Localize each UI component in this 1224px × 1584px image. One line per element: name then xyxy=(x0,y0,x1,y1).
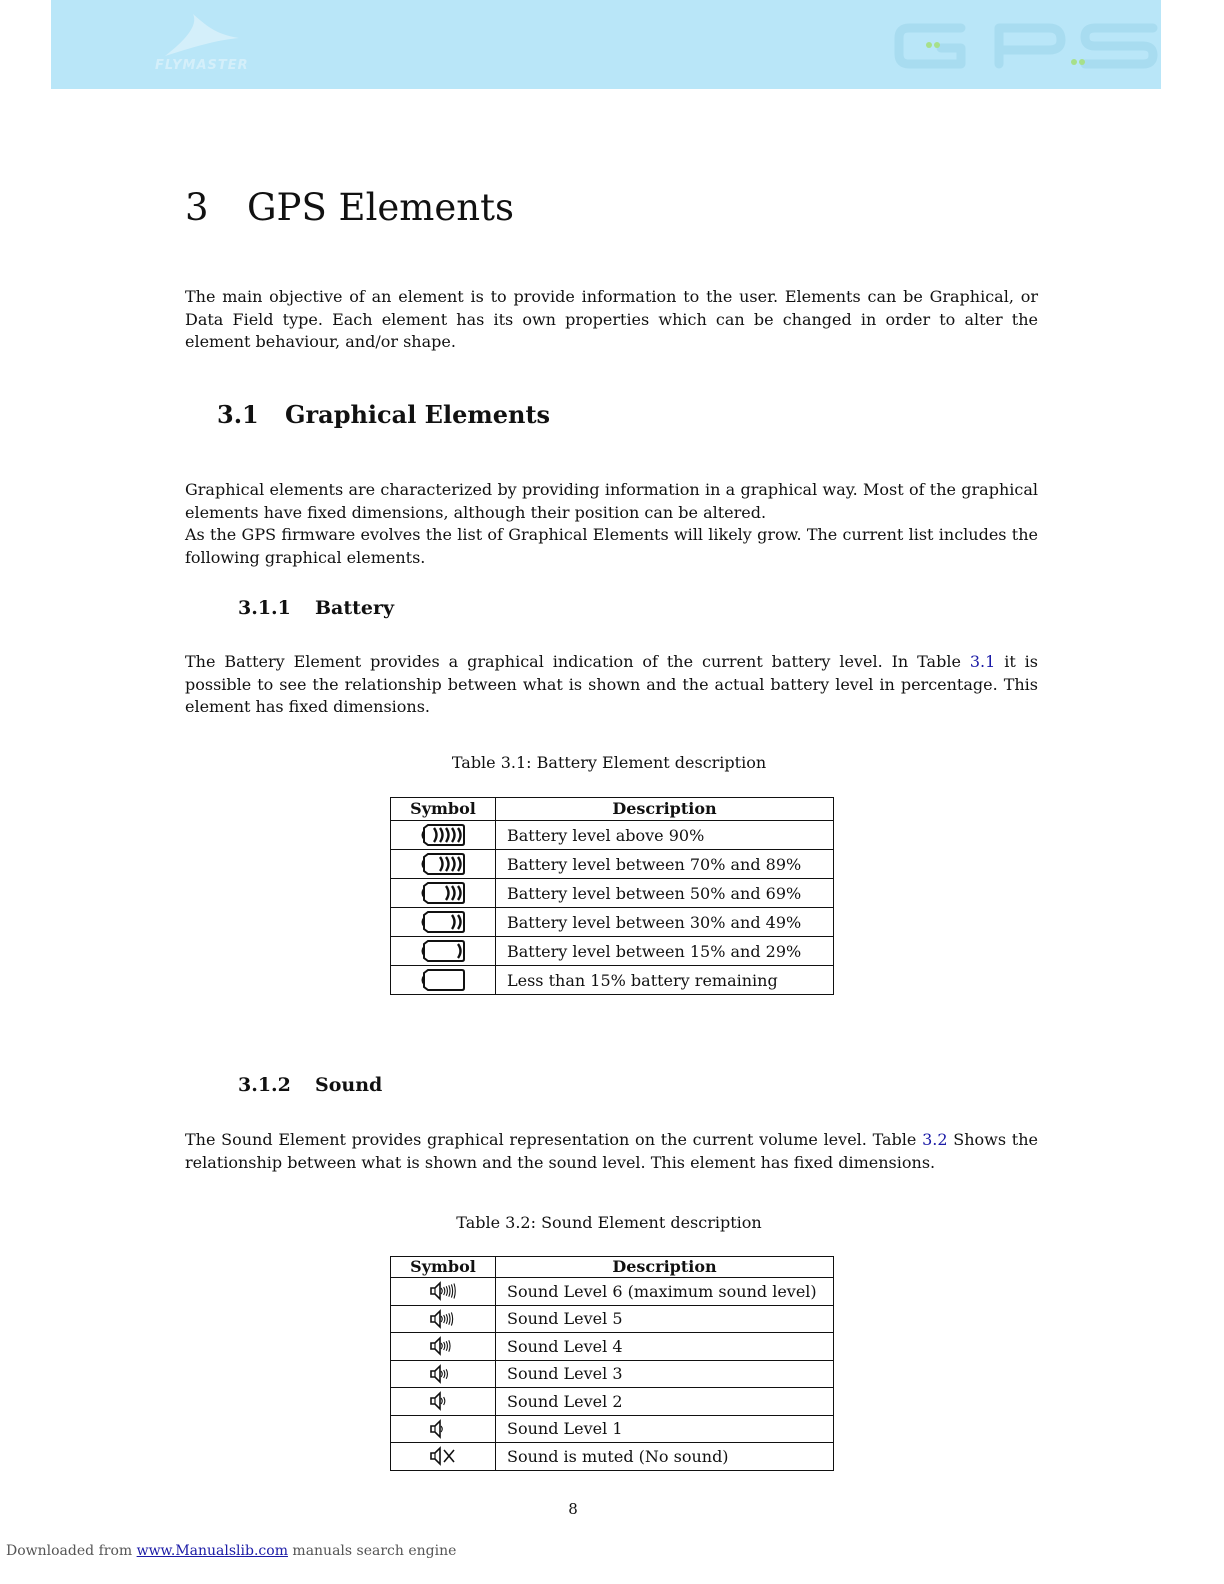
footer-prefix: Downloaded from xyxy=(6,1543,137,1559)
sound-table-row xyxy=(391,1443,834,1471)
sound-col-symbol: Symbol xyxy=(391,1257,496,1278)
sound-description-cell: Sound Level 2 xyxy=(496,1388,834,1416)
battery-description-cell: Less than 15% battery remaining xyxy=(496,966,834,995)
battery-paragraph-text: The Battery Element provides a graphical indication of the current battery level. In Table xyxy=(185,652,970,671)
battery-level-2-icon xyxy=(420,910,466,934)
intro-paragraph: The main objective of an element is to provide information to the user. Elements can be Graphical, or Data Field type. Each element has its own properties which can be changed in order to alter the element behaviour, and/or shape. xyxy=(185,287,1038,351)
sound-symbol-cell xyxy=(391,1388,496,1416)
sound-paragraph-text: The Sound Element provides graphical representation on the current volume level. Table xyxy=(185,1130,923,1149)
sound-table-row xyxy=(391,1333,834,1361)
sound-subsection-number: 3.1.2 xyxy=(238,1074,291,1096)
battery-level-4-icon xyxy=(420,852,466,876)
sound-table-row xyxy=(391,1415,834,1443)
section-number: 3.1 xyxy=(217,400,259,429)
gps-product-logo-icon xyxy=(841,18,1161,72)
battery-table xyxy=(390,797,834,995)
battery-symbol-cell xyxy=(391,821,496,850)
sound-symbol-cell xyxy=(391,1443,496,1471)
battery-paragraph xyxy=(185,651,1038,719)
chapter-title-text: GPS Elements xyxy=(247,186,514,229)
battery-table-row xyxy=(391,821,834,850)
section-paragraph xyxy=(185,479,1038,569)
battery-table-row xyxy=(391,937,834,966)
sound-symbol-cell xyxy=(391,1360,496,1388)
manualslib-link[interactable]: www.Manualslib.com xyxy=(136,1543,288,1559)
header-banner xyxy=(51,0,1161,89)
chapter-number: 3 xyxy=(185,186,209,229)
battery-empty-icon xyxy=(420,968,466,992)
section-title xyxy=(217,400,550,429)
battery-description-cell: Battery level between 50% and 69% xyxy=(496,879,834,908)
speaker-level-6-icon xyxy=(428,1280,458,1302)
sound-subsection-title-text: Sound xyxy=(315,1074,383,1096)
section-title-text: Graphical Elements xyxy=(285,400,551,429)
sound-table xyxy=(390,1256,834,1471)
flymaster-bird-logo-icon xyxy=(163,12,243,62)
battery-symbol-cell xyxy=(391,879,496,908)
battery-paragraph-text-cont: it is possible to see the relationship between what is shown and the actual battery level in percentage. This element has fixed dimensions. xyxy=(185,652,1038,716)
battery-subsection-title xyxy=(238,597,394,619)
sound-subsection-title xyxy=(238,1074,382,1096)
sound-paragraph-text-cont: Shows the relationship between what is shown and the sound level. This element has fixed dimensions. xyxy=(185,1130,1038,1172)
table-3-1-link[interactable]: 3.1 xyxy=(969,652,996,671)
speaker-level-2-icon xyxy=(428,1390,458,1412)
speaker-level-1-icon xyxy=(428,1418,458,1440)
battery-level-3-icon xyxy=(420,881,466,905)
sound-description-cell: Sound is muted (No sound) xyxy=(496,1443,834,1471)
speaker-level-5-icon xyxy=(428,1308,458,1330)
sound-description-cell: Sound Level 4 xyxy=(496,1333,834,1361)
battery-symbol-cell xyxy=(391,937,496,966)
sound-description-cell: Sound Level 3 xyxy=(496,1360,834,1388)
page-number: 8 xyxy=(568,1500,578,1518)
sound-symbol-cell xyxy=(391,1278,496,1306)
section-paragraph-line1: Graphical elements are characterized by providing information in a graphical way. Most of the graphical elements have fixed dimensions, although their position can be altered. xyxy=(185,480,1038,522)
battery-symbol-cell xyxy=(391,908,496,937)
speaker-level-3-icon xyxy=(428,1363,458,1385)
battery-table-row xyxy=(391,908,834,937)
battery-description-cell: Battery level between 15% and 29% xyxy=(496,937,834,966)
sound-paragraph xyxy=(185,1129,1038,1174)
battery-description-cell: Battery level between 30% and 49% xyxy=(496,908,834,937)
table-3-2-link[interactable]: 3.2 xyxy=(922,1130,948,1149)
battery-level-1-icon xyxy=(420,939,466,963)
speaker-level-4-icon xyxy=(428,1335,458,1357)
battery-table-row xyxy=(391,966,834,995)
battery-level-5-icon xyxy=(420,823,466,847)
battery-table-row xyxy=(391,879,834,908)
sound-table-caption: Table 3.2: Sound Element description xyxy=(456,1213,762,1232)
sound-description-cell: Sound Level 6 (maximum sound level) xyxy=(496,1278,834,1306)
sound-symbol-cell xyxy=(391,1305,496,1333)
battery-subsection-title-text: Battery xyxy=(315,597,395,619)
battery-col-description: Description xyxy=(496,798,834,821)
battery-description-cell: Battery level above 90% xyxy=(496,821,834,850)
footer xyxy=(6,1543,456,1559)
sound-table-row xyxy=(391,1388,834,1416)
sound-table-row xyxy=(391,1305,834,1333)
battery-col-symbol: Symbol xyxy=(391,798,496,821)
section-paragraph-line2: As the GPS firmware evolves the list of Graphical Elements will likely grow. The current list includes the following graphical elements. xyxy=(185,525,1038,567)
battery-symbol-cell xyxy=(391,966,496,995)
footer-suffix: manuals search engine xyxy=(287,1543,457,1559)
chapter-title xyxy=(185,186,514,229)
sound-symbol-cell xyxy=(391,1415,496,1443)
sound-table-row xyxy=(391,1360,834,1388)
battery-table-caption: Table 3.1: Battery Element description xyxy=(451,753,767,772)
sound-symbol-cell xyxy=(391,1333,496,1361)
speaker-muted-icon xyxy=(428,1445,458,1467)
battery-table-row xyxy=(391,850,834,879)
battery-subsection-number: 3.1.1 xyxy=(238,597,291,619)
sound-description-cell: Sound Level 5 xyxy=(496,1305,834,1333)
sound-description-cell: Sound Level 1 xyxy=(496,1415,834,1443)
battery-description-cell: Battery level between 70% and 89% xyxy=(496,850,834,879)
brand-logo-text: FLYMASTER xyxy=(155,58,249,73)
sound-col-description: Description xyxy=(496,1257,834,1278)
sound-table-row xyxy=(391,1278,834,1306)
battery-symbol-cell xyxy=(391,850,496,879)
